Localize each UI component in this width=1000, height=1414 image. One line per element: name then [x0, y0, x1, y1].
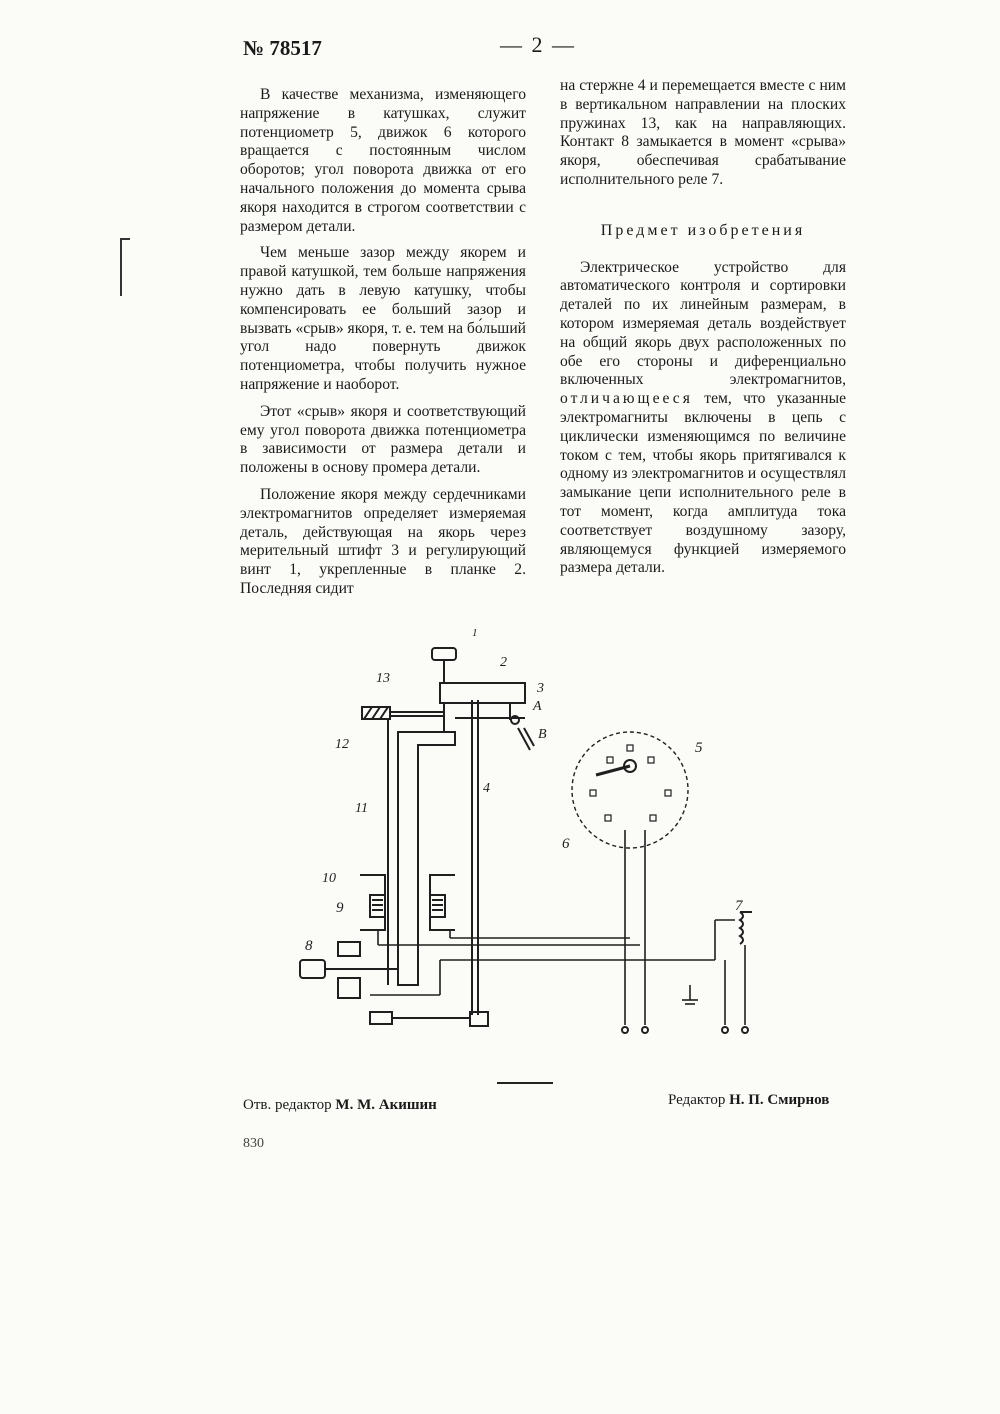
terminal	[622, 1027, 628, 1033]
label-13: 13	[376, 671, 390, 686]
plate-2	[440, 683, 525, 703]
paragraph-2: Чем меньше зазор между якорем и правой катушкой, тем больше напряжения нужно дать в левую катушку, чтобы компенсировать ее больший зазор и вызвать «срыв» якоря, т. е. тем на бо́льший угол надо повернуть движок потенциометра, чтобы получить нужное напряжение и наоборот.	[240, 244, 527, 393]
electromagnet-10-left	[360, 875, 385, 930]
paragraph-continuation: на стержне 4 и перемещается вместе с ним в вертикальном направлении на плоских пружинах 13, как на направляющих. Контакт 8 замыкается в момент «срыва» якоря, обеспечивая срабатывание исполнительного реле 7.	[560, 77, 846, 188]
patent-number: № 78517	[243, 36, 322, 60]
terminal	[722, 1027, 728, 1033]
label-11: 11	[355, 801, 368, 816]
label-4: 4	[483, 781, 490, 796]
potentiometer-taps	[590, 745, 671, 821]
paragraph-3: Этот «срыв» якоря и соответствующий ему угол поворота движка потенциометра в зависимости от размера детали и положены в основу промера детали.	[240, 402, 526, 477]
margin-mark-tick	[120, 238, 130, 240]
contact-8-knob	[300, 960, 325, 978]
electromagnet-right	[430, 875, 455, 930]
label-7: 7	[735, 898, 743, 914]
terminal	[742, 1027, 748, 1033]
print-number: 830	[243, 1136, 264, 1151]
responsible-editor	[243, 1097, 437, 1114]
claims-heading: Предмет изобретения	[600, 221, 806, 239]
claim-part-2: тем, что указанные электромагниты включены в цепь с циклически изменяющимся по величине током с тем, чтобы якорь притягивался к одному из электромагнитов и осуществлял замыкание цепи исполнительного реле в тот момент, когда амплитуда тока соответствует воздушному зазору, являющемуся функцией измеряемого размера детали.	[560, 390, 846, 577]
terminal	[642, 1027, 648, 1033]
right-column	[560, 77, 846, 578]
page-number: — 2 —	[500, 32, 576, 57]
editor	[668, 1092, 829, 1109]
editor-prefix: Редактор	[668, 1092, 726, 1108]
left-column	[240, 86, 526, 599]
claim-text	[560, 259, 846, 579]
margin-mark	[120, 238, 122, 296]
responsible-editor-prefix: Отв. редактор	[243, 1097, 332, 1113]
label-10: 10	[322, 871, 336, 886]
paragraph-1: В качестве механизма, изменяющего напряжение в катушках, служит потенциометр 5, движок 6 которого вращается с постоянным числом оборотов; угол поворота движка от его начального положения до момента срыва якоря находится в строгом соответствии с размером детали.	[240, 86, 526, 235]
contact-support-bottom	[338, 978, 360, 998]
label-9: 9	[336, 900, 344, 916]
label-b: В	[538, 727, 547, 742]
label-1: 1	[472, 627, 478, 639]
label-5: 5	[695, 740, 703, 756]
adjusting-screw-1	[432, 648, 456, 660]
armature-11	[398, 732, 455, 985]
label-6: 6	[562, 836, 570, 852]
top-support	[362, 707, 390, 719]
paragraph-4: Положение якоря между сердечниками электромагнитов определяет измеряемая деталь, действующая на якорь через мерительный штифт 3 и регулирующий винт 1, укрепленные в планке 2. Последняя сидит	[240, 485, 526, 597]
claim-distinguishing-word: отличающееся	[560, 390, 693, 408]
label-a: А	[533, 699, 542, 714]
contact-support-top	[338, 942, 360, 956]
responsible-editor-name: М. М. Акишин	[335, 1097, 437, 1113]
label-12: 12	[335, 737, 349, 752]
relay-7-coil	[740, 912, 743, 944]
claim-part-1: Электрическое устройство для автоматического контроля и сортировки деталей по их линейным размерам, в котором измеряемая деталь воздействует на общий якорь двух расположенных по обе его стороны и диференциально включенных электромагнитов,	[560, 258, 846, 389]
bottom-support	[370, 1012, 392, 1024]
label-2: 2	[500, 655, 507, 670]
wiring	[370, 830, 745, 1025]
device-schematic	[290, 615, 790, 1055]
separator-rule	[497, 1082, 553, 1084]
label-8: 8	[305, 938, 313, 954]
label-3: 3	[537, 681, 544, 696]
stop-b	[518, 728, 530, 750]
editor-name: Н. П. Смирнов	[729, 1092, 830, 1108]
